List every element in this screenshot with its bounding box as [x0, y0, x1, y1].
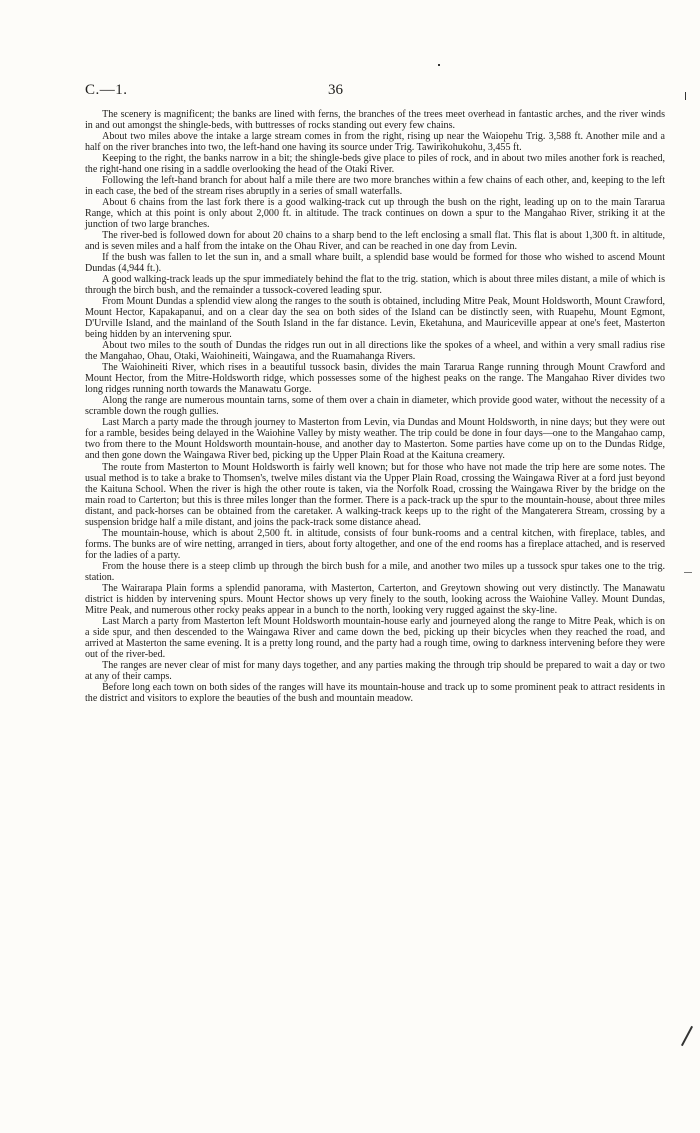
paragraph: Last March a party from Masterton left Mount Holdsworth mountain-house early and journeyed along the range to Mitre Peak, which is on a side spur, and then descended to the Waingawa River and came down the bed, picking up their bicycles when they reached the road, and arrived at Masterton the same evening. It is a pretty long round, and the party had a rough time, owing to darkness intervening before they were out of the river-bed. [85, 615, 665, 660]
paragraph: Before long each town on both sides of the ranges will have its mountain-house and track up to some prominent peak to attract residents in the district and visitors to explore the beauties of the bush and mountain meadow. [85, 681, 665, 704]
paragraph: The Wairarapa Plain forms a splendid panorama, with Masterton, Carterton, and Greytown showing out very distinctly. The Manawatu district is hidden by intervening spurs. Mount Hector shows up very finely to the south, looking across the Waiohine Valley. Mount Dundas, Mitre Peak, and numerous other rocky peaks appear in a bunch to the north, looking very rugged against the sky-line. [85, 582, 665, 616]
scan-mark [681, 1026, 693, 1046]
scan-mark [685, 92, 686, 100]
paragraph: About 6 chains from the last fork there is a good walking-track cut up through the bush on the right, leading up on to the main Tararua Range, which at this point is only about 2,000 ft. in altitude. The track continues on down a spur to the Mangahao River, striking it at the junction of two large branches. [85, 197, 665, 231]
paragraph: About two miles to the south of Dundas the ridges run out in all directions like the spokes of a wheel, and within a very small radius rise the Mangahao, Ohau, Otaki, Waiohineiti, Waingawa, and the Ruamahanga Rivers. [85, 340, 665, 363]
paragraph: Following the left-hand branch for about half a mile there are two more branches within a few chains of each other, and, keeping to the left in each case, the bed of the stream rises abruptly in a series of small waterfalls. [85, 175, 665, 198]
paragraph: The river-bed is followed down for about 20 chains to a sharp bend to the left enclosing a small flat. This flat is about 1,300 ft. in altitude, and is seven miles and a half from the intake on the Ohau River, and can be reached in one day from Levin. [85, 230, 665, 253]
paragraph: The mountain-house, which is about 2,500 ft. in altitude, consists of four bunk-rooms and a central kitchen, with fireplace, tables, and forms. The bunks are of wire netting, arranged in tiers, about forty altogether, and one of the end rooms has a fireplace attached, and is reserved for the ladies of a party. [85, 527, 665, 561]
paragraph: From the house there is a steep climb up through the birch bush for a mile, and another two miles up a tussock spur takes one to the trig. station. [85, 560, 665, 583]
paragraph: If the bush was fallen to let the sun in, and a small whare built, a splendid base would be formed for those who wished to ascend Mount Dundas (4,944 ft.). [85, 252, 665, 275]
paragraph: Keeping to the right, the banks narrow in a bit; the shingle-beds give place to piles of rock, and in about two miles another fork is reached, the right-hand one rising in a saddle overlooking the head of the Otaki River. [85, 153, 665, 176]
page-header [85, 82, 665, 102]
body-text [85, 109, 665, 704]
scan-mark [438, 64, 440, 66]
paragraph: The ranges are never clear of mist for many days together, and any parties making the through trip should be prepared to wait a day or two at any of their camps. [85, 659, 665, 682]
page-number: 36 [328, 82, 343, 98]
paragraph: The route from Masterton to Mount Holdsworth is fairly well known; but for those who have not made the trip here are some notes. The usual method is to take a brake to Thomsen's, twelve miles distant via the Upper Plain Road, crossing the Waingawa River at a ford just beyond the Kaituna School. When the river is high the other route is taken, via the Norfolk Road, crossing the Waingawa River by the bridge on the main road to Carterton; but this is three miles longer than the former. There is a pack-track up the spur to the mountain-house, about three miles distant, and pack-horses can be obtained from the caretaker. A walking-track keeps up to the right of the Mangaterera Stream, crossing by a suspension bridge half a mile distant, and joins the pack-track some distance ahead. [85, 461, 665, 528]
paragraph: About two miles above the intake a large stream comes in from the right, rising up near the Waiopehu Trig. 3,588 ft. Another mile and a half on the river branches into two, the left-hand one having its source under Trig. Tawirikohukohu, 3,455 ft. [85, 131, 665, 154]
paragraph: From Mount Dundas a splendid view along the ranges to the south is obtained, including Mitre Peak, Mount Holdsworth, Mount Crawford, Mount Hector, Kapakapanui, and on a clear day the sea on both sides of the Island can be distinctly seen, with Ruapehu, Mount Egmont, D'Urville Island, and the mainland of the South Island in the far distance. Levin, Eketahuna, and Mauriceville appear at one's feet, Masterton being hidden by an intervening spur. [85, 296, 665, 341]
paragraph: Last March a party made the through journey to Masterton from Levin, via Dundas and Mount Holdsworth, in nine days; but they were out for a ramble, besides being delayed in the Waiohine Valley by misty weather. The trip could be done in four days—one to the Mangahao camp, two from there to the Mount Holdsworth mountain-house, and another day to Masterton. Some parties have come up on to the Dundas Ridge, and then gone down the Waingawa River bed, picking up the Upper Plain Road at the Kaituna creamery. [85, 417, 665, 462]
paragraph: Along the range are numerous mountain tarns, some of them over a chain in diameter, which provide good water, without the necessity of a scramble down the rough gullies. [85, 395, 665, 418]
document-reference: C.—1. [85, 82, 128, 98]
paragraph: The Waiohineiti River, which rises in a beautiful tussock basin, divides the main Tararua Range running through Mount Crawford and Mount Hector, from the Mitre-Holdsworth ridge, which possesses some of the highest peaks on the range. The Mangahao River divides two long ridges running north towards the Manawatu Gorge. [85, 362, 665, 396]
paragraph: A good walking-track leads up the spur immediately behind the flat to the trig. station, which is about three miles distant, a mile of which is through the birch bush, and the remainder a tussock-covered leading spur. [85, 274, 665, 297]
paragraph: The scenery is magnificent; the banks are lined with ferns, the branches of the trees meet overhead in fantastic arches, and the river winds in and out amongst the shingle-beds, with buttresses of rocks standing out every few chains. [85, 109, 665, 132]
scan-mark [684, 572, 692, 573]
